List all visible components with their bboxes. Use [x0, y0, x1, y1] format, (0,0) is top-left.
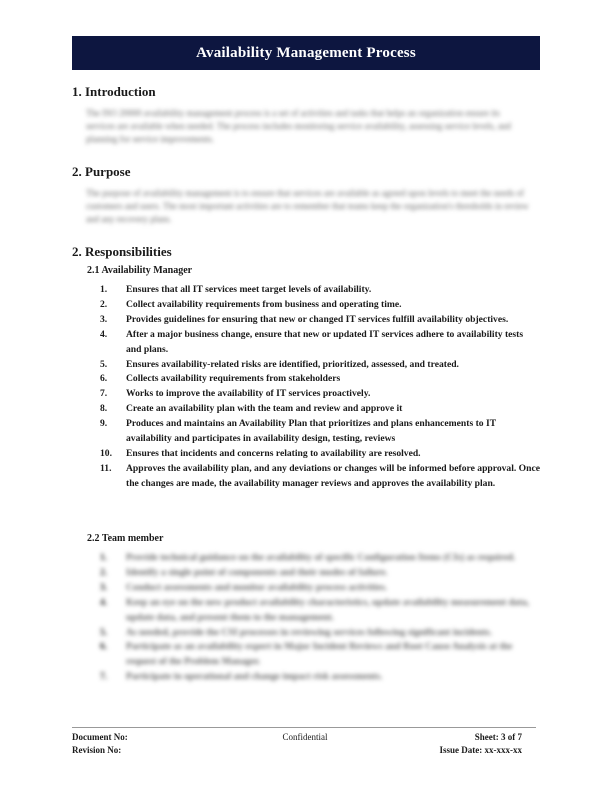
- team-list-item: [100, 596, 540, 626]
- team-list-item: [100, 640, 540, 670]
- list-item-text: Ensures availability-related risks are identified, prioritized, assessed, and treated.: [126, 358, 459, 370]
- list-item-number: 3.: [100, 581, 108, 593]
- list-item-number: 10.: [100, 447, 112, 459]
- list-item-number: 6.: [100, 641, 108, 653]
- team-list-item: [100, 626, 540, 641]
- manager-list-item: [100, 298, 540, 313]
- manager-list-item: [100, 372, 540, 387]
- list-item-text: Collect availability requirements from business and operating time.: [126, 298, 402, 310]
- footer-confidential: Confidential: [282, 732, 328, 742]
- list-item-number: 1.: [100, 552, 108, 563]
- team-member-list: [100, 551, 540, 685]
- manager-list-item: [100, 462, 540, 492]
- section-heading-responsibilities: 2. Responsibilities: [72, 244, 172, 259]
- list-item-number: 7.: [100, 388, 108, 400]
- manager-list-item: [100, 358, 540, 373]
- list-item-number: 4.: [100, 328, 108, 340]
- list-item-number: 9.: [100, 418, 108, 430]
- purpose-text: The purpose of availability management is to ensure that services are available as agreed upon levels to meet the needs of customers and users. The most important activities are to remember that teams keep the organization's thresholds in review and any recovery plans.: [86, 188, 529, 224]
- manager-list-item: [100, 283, 540, 298]
- manager-list-item: [100, 387, 540, 402]
- list-item-text: Provides guidelines for ensuring that new or changed IT services fulfill availability objectives.: [126, 313, 509, 325]
- list-item-number: 8.: [100, 403, 108, 415]
- team-list-item: [100, 551, 540, 566]
- list-item-number: 5.: [100, 626, 108, 638]
- section-heading-purpose: 2. Purpose: [72, 164, 131, 179]
- manager-list-item: [100, 402, 540, 417]
- availability-manager-list: [100, 283, 540, 492]
- list-item-text: Ensures that incidents and concerns relating to availability are resolved.: [126, 447, 421, 459]
- introduction-text: The ISO 20000 availability management process is a set of activities and tasks that helps an organization ensure its services are available when needed. The process includes monitoring service availability, assessing service levels, and planning for service improvements.: [86, 108, 511, 144]
- footer-document-no: Document No:: [72, 732, 128, 742]
- footer-sheet: Sheet: 3 of 7: [474, 732, 522, 742]
- list-item-number: 5.: [100, 358, 108, 370]
- list-item-text: Participate as an availability expert in Major Incident Reviews and Root Cause Analysis at the request of the Problem Manager.: [126, 641, 513, 668]
- list-item-number: 1.: [100, 284, 108, 295]
- subheading-team-member: 2.2 Team member: [87, 533, 164, 544]
- manager-list-item: [100, 313, 540, 328]
- list-item-text: Collects availability requirements from stakeholders: [126, 373, 341, 385]
- list-item-text: Keep an eye on the new product availability characteristics, update availability measurement data, update data, and present them to the management.: [126, 596, 530, 623]
- team-list-item: [100, 566, 540, 581]
- manager-list-item: [100, 417, 540, 447]
- list-item-text: After a major business change, ensure that new or updated IT services adhere to availability tests and plans.: [126, 328, 524, 355]
- list-item-text: Identify a single point of components and their modes of failure.: [126, 566, 388, 578]
- document-title-banner: [72, 36, 540, 70]
- footer-issue-date: Issue Date: xx-xxx-xx: [439, 745, 522, 755]
- list-item-number: 3.: [100, 313, 108, 325]
- list-item-text: Approves the availability plan, and any deviations or changes will be informed before approval. Once the changes are made, the availability manager reviews and approves the availability plan.: [126, 462, 540, 489]
- footer-divider: [72, 727, 536, 728]
- manager-list-item: [100, 447, 540, 462]
- list-item-number: 2.: [100, 566, 108, 578]
- footer-revision-no: Revision No:: [72, 745, 122, 755]
- subheading-availability-manager: 2.1 Availability Manager: [87, 265, 193, 276]
- list-item-number: 4.: [100, 596, 108, 608]
- list-item-text: Participate in operational and change impact risk assessments.: [126, 671, 383, 683]
- team-list-item: [100, 670, 540, 685]
- manager-list-item: [100, 328, 540, 358]
- section-heading-introduction: 1. Introduction: [72, 84, 156, 99]
- list-item-number: 6.: [100, 373, 108, 385]
- list-item-text: Conduct assessments and monitor availability process activities.: [126, 581, 388, 593]
- list-item-number: 2.: [100, 298, 108, 310]
- team-list-item: [100, 581, 540, 596]
- list-item-text: As needed, provide the CSI processes in reviewing services following significant incidents.: [126, 626, 492, 638]
- list-item-text: Produces and maintains an Availability Plan that prioritizes and plans enhancements to IT availability and participates in availability design, testing, reviews: [126, 418, 496, 445]
- list-item-text: Works to improve the availability of IT services proactively.: [126, 388, 371, 400]
- list-item-number: 11.: [100, 462, 112, 474]
- list-item-text: Provide technical guidance on the availability of specific Configuration Items (CIs) as required.: [126, 552, 516, 563]
- list-item-text: Create an availability plan with the team and review and approve it: [126, 403, 403, 415]
- list-item-text: Ensures that all IT services meet target levels of availability.: [126, 284, 372, 295]
- document-title: Availability Management Process: [196, 44, 416, 61]
- list-item-number: 7.: [100, 671, 108, 683]
